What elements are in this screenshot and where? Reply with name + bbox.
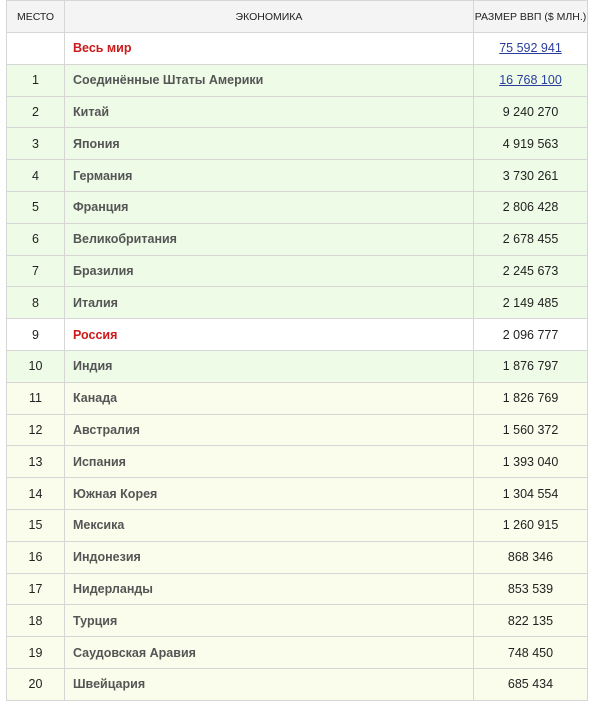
country-name-cell: Турция [65,605,474,637]
country-name-cell: Италия [65,287,474,319]
rank-cell: 18 [7,605,65,637]
gdp-cell: 1 826 769 [474,382,588,414]
world-gdp-cell [474,33,588,65]
table-row [7,541,588,573]
country-name-cell: Испания [65,446,474,478]
gdp-cell: 2 678 455 [474,223,588,255]
country-name-cell: Россия [65,319,474,351]
country-name-cell: Индия [65,350,474,382]
table-row [7,509,588,541]
rank-cell: 8 [7,287,65,319]
gdp-ranking-table-container [6,0,587,701]
gdp-cell: 9 240 270 [474,96,588,128]
gdp-cell: 822 135 [474,605,588,637]
gdp-cell [474,64,588,96]
rank-cell: 12 [7,414,65,446]
table-row [7,350,588,382]
table-row [7,160,588,192]
country-name-cell: Южная Корея [65,478,474,510]
table-row [7,128,588,160]
table-row [7,96,588,128]
gdp-cell: 685 434 [474,668,588,700]
table-row-highlighted [7,319,588,351]
table-row [7,573,588,605]
table-row [7,255,588,287]
country-name-cell: Саудовская Аравия [65,637,474,669]
gdp-cell: 2 245 673 [474,255,588,287]
gdp-cell: 1 876 797 [474,350,588,382]
table-row [7,223,588,255]
world-rank-cell [7,33,65,65]
world-name-cell: Весь мир [65,33,474,65]
country-name-cell: Австралия [65,414,474,446]
rank-cell: 3 [7,128,65,160]
column-header-gdp: РАЗМЕР ВВП ($ МЛН.) [474,1,588,33]
table-row [7,414,588,446]
country-name-cell: Нидерланды [65,573,474,605]
rank-cell: 1 [7,64,65,96]
gdp-cell: 1 304 554 [474,478,588,510]
rank-cell: 10 [7,350,65,382]
country-name-cell: Швейцария [65,668,474,700]
gdp-cell: 3 730 261 [474,160,588,192]
country-name-cell: Япония [65,128,474,160]
rank-cell: 15 [7,509,65,541]
table-row [7,478,588,510]
rank-cell: 20 [7,668,65,700]
gdp-cell: 1 560 372 [474,414,588,446]
country-name-cell: Соединённые Штаты Америки [65,64,474,96]
rank-cell: 11 [7,382,65,414]
rank-cell: 4 [7,160,65,192]
country-name-cell: Германия [65,160,474,192]
country-name-cell: Канада [65,382,474,414]
table-row [7,287,588,319]
gdp-cell: 2 096 777 [474,319,588,351]
rank-cell: 9 [7,319,65,351]
world-gdp-link[interactable]: 75 592 941 [499,41,562,56]
gdp-cell: 868 346 [474,541,588,573]
country-name-cell: Франция [65,191,474,223]
rank-cell: 14 [7,478,65,510]
rank-cell: 13 [7,446,65,478]
country-name-cell: Китай [65,96,474,128]
table-row [7,382,588,414]
rank-cell: 2 [7,96,65,128]
country-name-cell: Бразилия [65,255,474,287]
column-header-rank: МЕСТО [7,1,65,33]
gdp-cell: 748 450 [474,637,588,669]
gdp-link-usa[interactable]: 16 768 100 [499,73,562,88]
country-name-cell: Индонезия [65,541,474,573]
gdp-cell: 2 149 485 [474,287,588,319]
world-total-row [7,33,588,65]
table-row [7,605,588,637]
rank-cell: 17 [7,573,65,605]
table-row [7,668,588,700]
table-header-row [7,1,588,33]
rank-cell: 5 [7,191,65,223]
gdp-cell: 2 806 428 [474,191,588,223]
gdp-cell: 4 919 563 [474,128,588,160]
column-header-economy: ЭКОНОМИКА [65,1,474,33]
table-row [7,637,588,669]
gdp-cell: 853 539 [474,573,588,605]
rank-cell: 6 [7,223,65,255]
gdp-ranking-table [6,0,588,701]
table-row [7,446,588,478]
country-name-cell: Великобритания [65,223,474,255]
rank-cell: 7 [7,255,65,287]
gdp-cell: 1 393 040 [474,446,588,478]
table-row [7,64,588,96]
country-name-cell: Мексика [65,509,474,541]
table-row [7,191,588,223]
gdp-cell: 1 260 915 [474,509,588,541]
rank-cell: 16 [7,541,65,573]
rank-cell: 19 [7,637,65,669]
